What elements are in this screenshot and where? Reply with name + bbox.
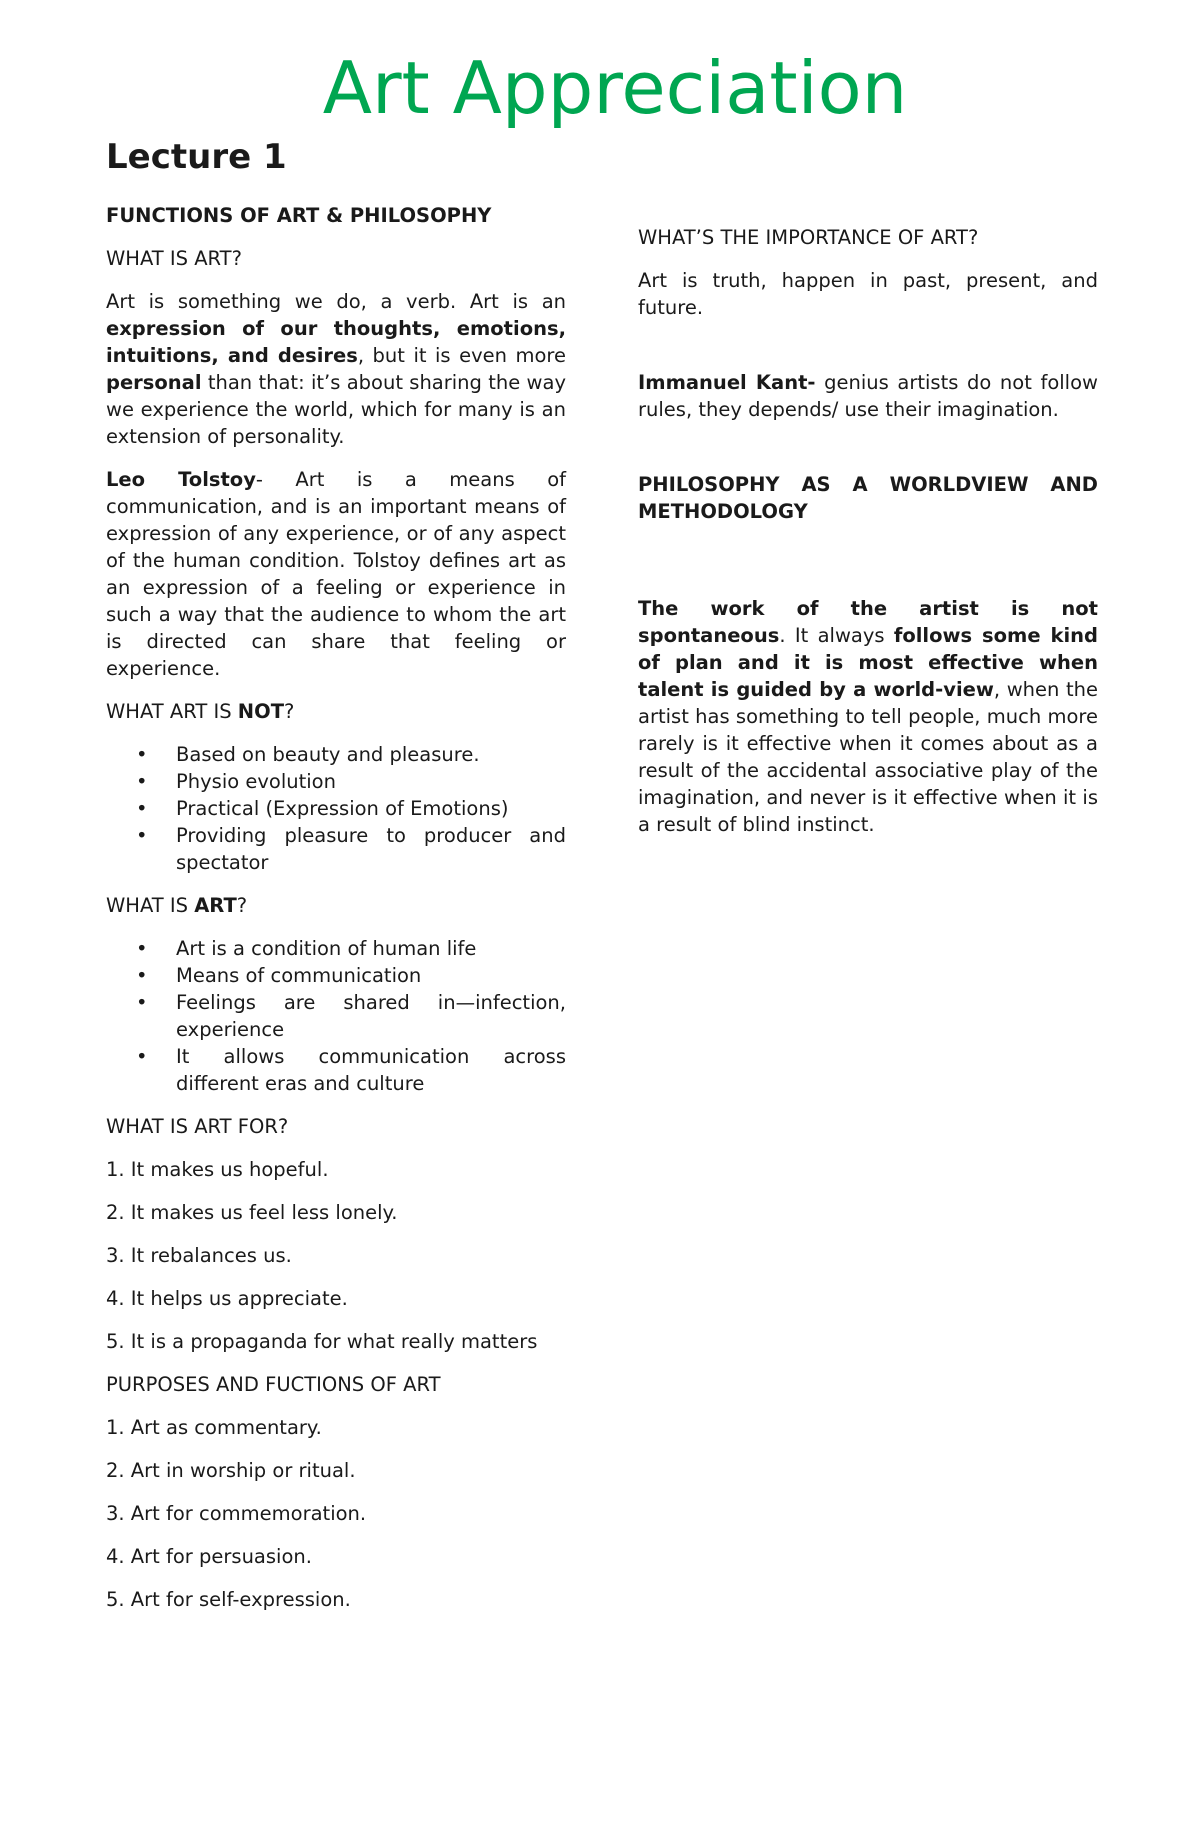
work-of-artist-paragraph: The work of the artist is not spontaneous. It always follows some kind of plan and it is most effective when talent is guided by a world-view, when the artist has something to tell people, much more rarely is it effective when it comes about as a result of the accidental associative play of the imagination, and never is it effective when it is a result of blind instinct. xyxy=(638,597,1098,836)
art-for-item: 5. It is a propaganda for what really matters xyxy=(106,1330,538,1353)
purpose-item: 5. Art for self-expression. xyxy=(106,1588,351,1611)
functions-heading: FUNCTIONS OF ART & PHILOSOPHY xyxy=(106,204,492,227)
bullet-icon: • xyxy=(136,991,148,1014)
what-is-art-heading: WHAT IS ART? xyxy=(106,247,242,270)
what-is-art-list xyxy=(106,935,566,1097)
tolstoy-paragraph: Leo Tolstoy- Art is a means of communication, and is an important means of expression of any experience, or of any aspect of the human condition. Tolstoy defines art as an expression of a feeling or experience in such a way that the audience to whom the art is directed can share that feeling or experience. xyxy=(106,468,566,680)
bullet-icon: • xyxy=(136,743,148,766)
art-for-item: 2. It makes us feel less lonely. xyxy=(106,1201,398,1224)
list-item: • Means of communication xyxy=(136,964,422,987)
list-item: • Art is a condition of human life xyxy=(136,937,477,960)
what-art-is-not-heading: WHAT ART IS NOT? xyxy=(106,700,295,723)
purpose-item: 2. Art in worship or ritual. xyxy=(106,1459,356,1482)
art-for-item: 4. It helps us appreciate. xyxy=(106,1287,348,1310)
list-item: • Based on beauty and pleasure. xyxy=(136,743,480,766)
list-item: • Feelings are shared in—infection, experience xyxy=(136,991,566,1041)
list-item: • Providing pleasure to producer and spectator xyxy=(136,824,566,874)
what-is-art-paragraph: Art is something we do, a verb. Art is an expression of our thoughts, emotions, intuitions, and desires, but it is even more personal than that: it’s about sharing the way we experience the world, which for many is an extension of personality. xyxy=(106,290,566,448)
bullet-icon: • xyxy=(136,1045,148,1068)
bullet-icon: • xyxy=(136,937,148,960)
right-column xyxy=(638,224,1098,854)
kant-paragraph: Immanuel Kant- genius artists do not follow rules, they depends/ use their imagination. xyxy=(638,371,1098,421)
purpose-item: 3. Art for commemoration. xyxy=(106,1502,367,1525)
what-art-is-not-list xyxy=(106,741,566,876)
art-for-item: 1. It makes us hopeful. xyxy=(106,1158,329,1181)
what-is-art-for-heading: WHAT IS ART FOR? xyxy=(106,1115,289,1138)
bullet-icon: • xyxy=(136,824,148,847)
list-item: • It allows communication across different eras and culture xyxy=(136,1045,566,1095)
purposes-heading: PURPOSES AND FUCTIONS OF ART xyxy=(106,1373,441,1396)
purpose-item: 4. Art for persuasion. xyxy=(106,1545,312,1568)
art-for-item: 3. It rebalances us. xyxy=(106,1244,292,1267)
list-item: • Practical (Expression of Emotions) xyxy=(136,797,509,820)
importance-paragraph: Art is truth, happen in past, present, and future. xyxy=(638,269,1098,319)
bullet-icon: • xyxy=(136,770,148,793)
lecture-heading: Lecture 1 xyxy=(106,137,287,177)
list-item: • Physio evolution xyxy=(136,770,336,793)
importance-heading: WHAT’S THE IMPORTANCE OF ART? xyxy=(638,226,979,249)
what-is-art-heading-2: WHAT IS ART? xyxy=(106,894,248,917)
left-column xyxy=(106,202,566,1629)
purpose-item: 1. Art as commentary. xyxy=(106,1416,322,1439)
philosophy-heading: PHILOSOPHY AS A WORLDVIEW AND METHODOLOGY xyxy=(638,473,1098,523)
document-title: Art Appreciation xyxy=(322,46,908,130)
bullet-icon: • xyxy=(136,964,148,987)
bullet-icon: • xyxy=(136,797,148,820)
